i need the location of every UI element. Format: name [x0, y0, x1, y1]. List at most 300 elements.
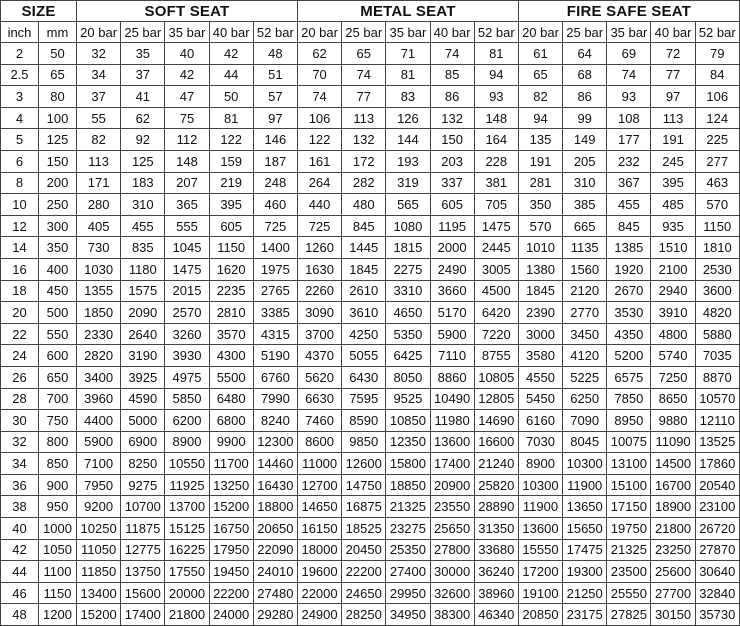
weight-cell: 9880	[651, 410, 695, 432]
weight-cell: 187	[253, 150, 297, 172]
weight-cell: 3190	[121, 345, 165, 367]
weight-cell: 19100	[518, 582, 562, 604]
size-inch-cell: 32	[1, 431, 39, 453]
weight-cell: 5740	[651, 345, 695, 367]
weight-cell: 6425	[386, 345, 430, 367]
weight-cell: 1810	[695, 237, 739, 259]
size-inch-cell: 28	[1, 388, 39, 410]
weight-cell: 21325	[607, 539, 651, 561]
weight-cell: 845	[342, 215, 386, 237]
weight-cell: 11900	[563, 474, 607, 496]
weight-cell: 5350	[386, 323, 430, 345]
weight-cell: 228	[474, 150, 518, 172]
weight-cell: 10300	[518, 474, 562, 496]
table-row	[1, 43, 740, 65]
weight-cell: 6575	[607, 366, 651, 388]
weight-cell: 9850	[342, 431, 386, 453]
weight-cell: 83	[386, 86, 430, 108]
weight-cell: 1845	[342, 258, 386, 280]
pressure-header: 25 bar	[563, 22, 607, 43]
weight-cell: 730	[77, 237, 121, 259]
weight-cell: 62	[121, 107, 165, 129]
weight-cell: 455	[121, 215, 165, 237]
table-row	[1, 518, 740, 540]
weight-cell: 1620	[209, 258, 253, 280]
weight-cell: 18900	[651, 496, 695, 518]
weight-cell: 385	[563, 194, 607, 216]
weight-cell: 4350	[607, 323, 651, 345]
weight-cell: 1260	[297, 237, 341, 259]
weight-cell: 74	[297, 86, 341, 108]
weight-cell: 8590	[342, 410, 386, 432]
weight-cell: 665	[563, 215, 607, 237]
weight-cell: 4120	[563, 345, 607, 367]
pressure-header: 40 bar	[430, 22, 474, 43]
weight-cell: 150	[430, 129, 474, 151]
weight-cell: 13525	[695, 431, 739, 453]
weight-cell: 5850	[165, 388, 209, 410]
weight-cell: 124	[695, 107, 739, 129]
weight-cell: 2445	[474, 237, 518, 259]
weight-cell: 16875	[342, 496, 386, 518]
weight-cell: 6900	[121, 431, 165, 453]
weight-cell: 22200	[209, 582, 253, 604]
size-mm-cell: 950	[39, 496, 77, 518]
weight-cell: 8045	[563, 431, 607, 453]
size-inch-cell: 22	[1, 323, 39, 345]
weight-cell: 13750	[121, 561, 165, 583]
weight-cell: 29950	[386, 582, 430, 604]
size-mm-cell: 800	[39, 431, 77, 453]
weight-cell: 8900	[518, 453, 562, 475]
size-mm-cell: 700	[39, 388, 77, 410]
weight-cell: 3005	[474, 258, 518, 280]
weight-cell: 191	[651, 129, 695, 151]
weight-cell: 485	[651, 194, 695, 216]
weight-cell: 3260	[165, 323, 209, 345]
weight-cell: 11700	[209, 453, 253, 475]
weight-cell: 93	[474, 86, 518, 108]
weight-cell: 77	[342, 86, 386, 108]
table-row	[1, 366, 740, 388]
weight-cell: 40	[165, 43, 209, 65]
weight-cell: 5450	[518, 388, 562, 410]
weight-cell: 23175	[563, 604, 607, 626]
weight-cell: 191	[518, 150, 562, 172]
weight-cell: 24000	[209, 604, 253, 626]
weight-cell: 1180	[121, 258, 165, 280]
weight-cell: 1400	[253, 237, 297, 259]
weight-cell: 2530	[695, 258, 739, 280]
weight-cell: 2610	[342, 280, 386, 302]
weight-cell: 207	[165, 172, 209, 194]
weight-cell: 24650	[342, 582, 386, 604]
weight-cell: 5200	[607, 345, 651, 367]
weight-cell: 7090	[563, 410, 607, 432]
size-mm-cell: 150	[39, 150, 77, 172]
size-mm-cell: 80	[39, 86, 77, 108]
weight-cell: 28890	[474, 496, 518, 518]
weight-cell: 1150	[695, 215, 739, 237]
weight-cell: 1385	[607, 237, 651, 259]
weight-cell: 65	[518, 64, 562, 86]
weight-cell: 177	[607, 129, 651, 151]
weight-cell: 79	[695, 43, 739, 65]
weight-cell: 112	[165, 129, 209, 151]
weight-cell: 27700	[651, 582, 695, 604]
weight-cell: 1445	[342, 237, 386, 259]
weight-cell: 5880	[695, 323, 739, 345]
weight-cell: 9525	[386, 388, 430, 410]
size-inch-cell: 18	[1, 280, 39, 302]
weight-cell: 51	[253, 64, 297, 86]
weight-cell: 193	[386, 150, 430, 172]
weight-cell: 2390	[518, 302, 562, 324]
weight-cell: 18000	[297, 539, 341, 561]
weight-cell: 32600	[430, 582, 474, 604]
weight-cell: 232	[607, 150, 651, 172]
weight-cell: 106	[695, 86, 739, 108]
weight-cell: 11090	[651, 431, 695, 453]
weight-cell: 26720	[695, 518, 739, 540]
weight-cell: 10850	[386, 410, 430, 432]
weight-cell: 7460	[297, 410, 341, 432]
size-mm-cell: 50	[39, 43, 77, 65]
weight-cell: 31350	[474, 518, 518, 540]
weight-cell: 245	[651, 150, 695, 172]
weight-cell: 17150	[607, 496, 651, 518]
weight-cell: 84	[695, 64, 739, 86]
weight-cell: 94	[518, 107, 562, 129]
weight-cell: 3400	[77, 366, 121, 388]
weight-cell: 10300	[563, 453, 607, 475]
weight-cell: 106	[297, 107, 341, 129]
weight-cell: 2120	[563, 280, 607, 302]
weight-cell: 3930	[165, 345, 209, 367]
weight-cell: 55	[77, 107, 121, 129]
size-inch-cell: 38	[1, 496, 39, 518]
weight-cell: 2100	[651, 258, 695, 280]
weight-cell: 13400	[77, 582, 121, 604]
size-mm-cell: 100	[39, 107, 77, 129]
size-inch-cell: 4	[1, 107, 39, 129]
table-row	[1, 258, 740, 280]
size-mm-cell: 550	[39, 323, 77, 345]
weight-cell: 12300	[253, 431, 297, 453]
weight-cell: 8650	[651, 388, 695, 410]
weight-cell: 7850	[607, 388, 651, 410]
weight-cell: 12805	[474, 388, 518, 410]
pressure-header: 25 bar	[121, 22, 165, 43]
pressure-header: 52 bar	[474, 22, 518, 43]
weight-cell: 8240	[253, 410, 297, 432]
weight-cell: 27400	[386, 561, 430, 583]
weight-cell: 2765	[253, 280, 297, 302]
weight-cell: 149	[563, 129, 607, 151]
fire-safe-seat-header: FIRE SAFE SEAT	[518, 1, 739, 22]
table-row	[1, 129, 740, 151]
table-row	[1, 86, 740, 108]
weight-cell: 82	[77, 129, 121, 151]
weight-cell: 2260	[297, 280, 341, 302]
weight-cell: 22090	[253, 539, 297, 561]
weight-cell: 28250	[342, 604, 386, 626]
weight-cell: 57	[253, 86, 297, 108]
weight-cell: 12775	[121, 539, 165, 561]
weight-cell: 319	[386, 172, 430, 194]
size-mm-cell: 125	[39, 129, 77, 151]
weight-cell: 12110	[695, 410, 739, 432]
table-row	[1, 561, 740, 583]
weight-cell: 69	[607, 43, 651, 65]
weight-cell: 12350	[386, 431, 430, 453]
weight-cell: 25550	[607, 582, 651, 604]
size-inch-cell: 40	[1, 518, 39, 540]
weight-cell: 350	[518, 194, 562, 216]
weight-cell: 171	[77, 172, 121, 194]
pressure-header: 40 bar	[651, 22, 695, 43]
weight-cell: 159	[209, 150, 253, 172]
table-row	[1, 345, 740, 367]
size-header: SIZE	[1, 1, 77, 22]
size-mm-cell: 300	[39, 215, 77, 237]
weight-cell: 5055	[342, 345, 386, 367]
size-inch-cell: 2	[1, 43, 39, 65]
weight-cell: 282	[342, 172, 386, 194]
weight-cell: 2640	[121, 323, 165, 345]
weight-cell: 27480	[253, 582, 297, 604]
weight-cell: 1920	[607, 258, 651, 280]
weight-cell: 183	[121, 172, 165, 194]
weight-cell: 22000	[297, 582, 341, 604]
weight-cell: 16225	[165, 539, 209, 561]
weight-cell: 4590	[121, 388, 165, 410]
weight-cell: 4650	[386, 302, 430, 324]
weight-cell: 16600	[474, 431, 518, 453]
weight-cell: 81	[474, 43, 518, 65]
weight-cell: 8050	[386, 366, 430, 388]
table-row	[1, 474, 740, 496]
weight-cell: 3610	[342, 302, 386, 324]
weight-cell: 97	[253, 107, 297, 129]
weight-cell: 9275	[121, 474, 165, 496]
table-row	[1, 280, 740, 302]
weight-cell: 2810	[209, 302, 253, 324]
weight-cell: 99	[563, 107, 607, 129]
weight-cell: 16750	[209, 518, 253, 540]
size-mm-cell: 650	[39, 366, 77, 388]
weight-cell: 161	[297, 150, 341, 172]
weight-cell: 10250	[77, 518, 121, 540]
weight-cell: 20900	[430, 474, 474, 496]
weight-cell: 41	[121, 86, 165, 108]
table-row	[1, 107, 740, 129]
weight-cell: 65	[342, 43, 386, 65]
weight-cell: 12600	[342, 453, 386, 475]
weight-cell: 23100	[695, 496, 739, 518]
weight-cell: 15800	[386, 453, 430, 475]
weight-cell: 23550	[430, 496, 474, 518]
weight-cell: 4800	[651, 323, 695, 345]
weight-cell: 24010	[253, 561, 297, 583]
weight-cell: 4250	[342, 323, 386, 345]
table-row	[1, 388, 740, 410]
weight-cell: 460	[253, 194, 297, 216]
weight-cell: 14750	[342, 474, 386, 496]
weight-cell: 15200	[77, 604, 121, 626]
weight-cell: 81	[209, 107, 253, 129]
weight-cell: 16700	[651, 474, 695, 496]
pressure-header: 25 bar	[342, 22, 386, 43]
weight-cell: 17400	[121, 604, 165, 626]
weight-cell: 2490	[430, 258, 474, 280]
pressure-header: 35 bar	[165, 22, 209, 43]
weight-cell: 17550	[165, 561, 209, 583]
weight-cell: 2820	[77, 345, 121, 367]
weight-cell: 47	[165, 86, 209, 108]
weight-cell: 11900	[518, 496, 562, 518]
table-row	[1, 64, 740, 86]
weight-cell: 38300	[430, 604, 474, 626]
weight-cell: 1135	[563, 237, 607, 259]
weight-cell: 21800	[165, 604, 209, 626]
weight-cell: 92	[121, 129, 165, 151]
weight-cell: 113	[77, 150, 121, 172]
weight-cell: 20000	[165, 582, 209, 604]
weight-cell: 21250	[563, 582, 607, 604]
weight-cell: 4820	[695, 302, 739, 324]
weight-cell: 1475	[474, 215, 518, 237]
weight-cell: 3570	[209, 323, 253, 345]
table-row	[1, 237, 740, 259]
weight-cell: 24900	[297, 604, 341, 626]
weight-cell: 135	[518, 129, 562, 151]
table-row	[1, 302, 740, 324]
weight-cell: 23275	[386, 518, 430, 540]
size-inch-cell: 30	[1, 410, 39, 432]
weight-cell: 1380	[518, 258, 562, 280]
size-mm-cell: 1000	[39, 518, 77, 540]
weight-cell: 6250	[563, 388, 607, 410]
table-row	[1, 215, 740, 237]
size-mm-cell: 500	[39, 302, 77, 324]
weight-cell: 605	[209, 215, 253, 237]
size-inch-cell: 6	[1, 150, 39, 172]
weight-cell: 6630	[297, 388, 341, 410]
weight-cell: 164	[474, 129, 518, 151]
pressure-header: 52 bar	[695, 22, 739, 43]
weight-cell: 1195	[430, 215, 474, 237]
weight-cell: 281	[518, 172, 562, 194]
weight-cell: 77	[651, 64, 695, 86]
weight-cell: 10570	[695, 388, 739, 410]
weight-cell: 21240	[474, 453, 518, 475]
table-row	[1, 431, 740, 453]
weight-cell: 725	[253, 215, 297, 237]
size-inch-cell: 14	[1, 237, 39, 259]
weight-cell: 1630	[297, 258, 341, 280]
weight-cell: 310	[121, 194, 165, 216]
table-row	[1, 539, 740, 561]
weight-cell: 455	[607, 194, 651, 216]
weight-cell: 23500	[607, 561, 651, 583]
size-mm-cell: 200	[39, 172, 77, 194]
weight-cell: 27825	[607, 604, 651, 626]
weight-cell: 3700	[297, 323, 341, 345]
pressure-header: 52 bar	[253, 22, 297, 43]
weight-cell: 13100	[607, 453, 651, 475]
weight-cell: 565	[386, 194, 430, 216]
weight-cell: 6800	[209, 410, 253, 432]
weight-cell: 9900	[209, 431, 253, 453]
weight-cell: 1010	[518, 237, 562, 259]
weight-cell: 8900	[165, 431, 209, 453]
table-row	[1, 172, 740, 194]
weight-cell: 20650	[253, 518, 297, 540]
weight-cell: 14500	[651, 453, 695, 475]
weight-cell: 108	[607, 107, 651, 129]
weight-cell: 6160	[518, 410, 562, 432]
weight-cell: 94	[474, 64, 518, 86]
weight-cell: 23250	[651, 539, 695, 561]
weight-cell: 30000	[430, 561, 474, 583]
weight-cell: 10805	[474, 366, 518, 388]
weight-cell: 18800	[253, 496, 297, 518]
weight-cell: 71	[386, 43, 430, 65]
weight-cell: 15550	[518, 539, 562, 561]
weight-cell: 113	[651, 107, 695, 129]
weight-cell: 3600	[695, 280, 739, 302]
weight-cell: 32	[77, 43, 121, 65]
weight-cell: 17475	[563, 539, 607, 561]
weight-cell: 11000	[297, 453, 341, 475]
weight-cell: 144	[386, 129, 430, 151]
weight-cell: 4975	[165, 366, 209, 388]
weight-cell: 132	[342, 129, 386, 151]
weight-cell: 7035	[695, 345, 739, 367]
weight-cell: 19600	[297, 561, 341, 583]
weight-cell: 15650	[563, 518, 607, 540]
size-inch-cell: 46	[1, 582, 39, 604]
weight-cell: 122	[297, 129, 341, 151]
weight-cell: 19450	[209, 561, 253, 583]
weight-cell: 1030	[77, 258, 121, 280]
weight-cell: 2000	[430, 237, 474, 259]
weight-cell: 4315	[253, 323, 297, 345]
weight-cell: 146	[253, 129, 297, 151]
weight-cell: 22200	[342, 561, 386, 583]
weight-cell: 2015	[165, 280, 209, 302]
size-inch-cell: 8	[1, 172, 39, 194]
size-mm-cell: 850	[39, 453, 77, 475]
mm-header: mm	[39, 22, 77, 43]
size-mm-cell: 1100	[39, 561, 77, 583]
table-body	[1, 43, 740, 626]
weight-cell: 5620	[297, 366, 341, 388]
weight-cell: 15200	[209, 496, 253, 518]
weight-cell: 19750	[607, 518, 651, 540]
weight-cell: 605	[430, 194, 474, 216]
weight-cell: 7030	[518, 431, 562, 453]
weight-cell: 2235	[209, 280, 253, 302]
weight-cell: 1850	[77, 302, 121, 324]
size-mm-cell: 400	[39, 258, 77, 280]
weight-cell: 20450	[342, 539, 386, 561]
weight-cell: 70	[297, 64, 341, 86]
weight-cell: 17200	[518, 561, 562, 583]
weight-cell: 86	[563, 86, 607, 108]
weight-cell: 35	[121, 43, 165, 65]
